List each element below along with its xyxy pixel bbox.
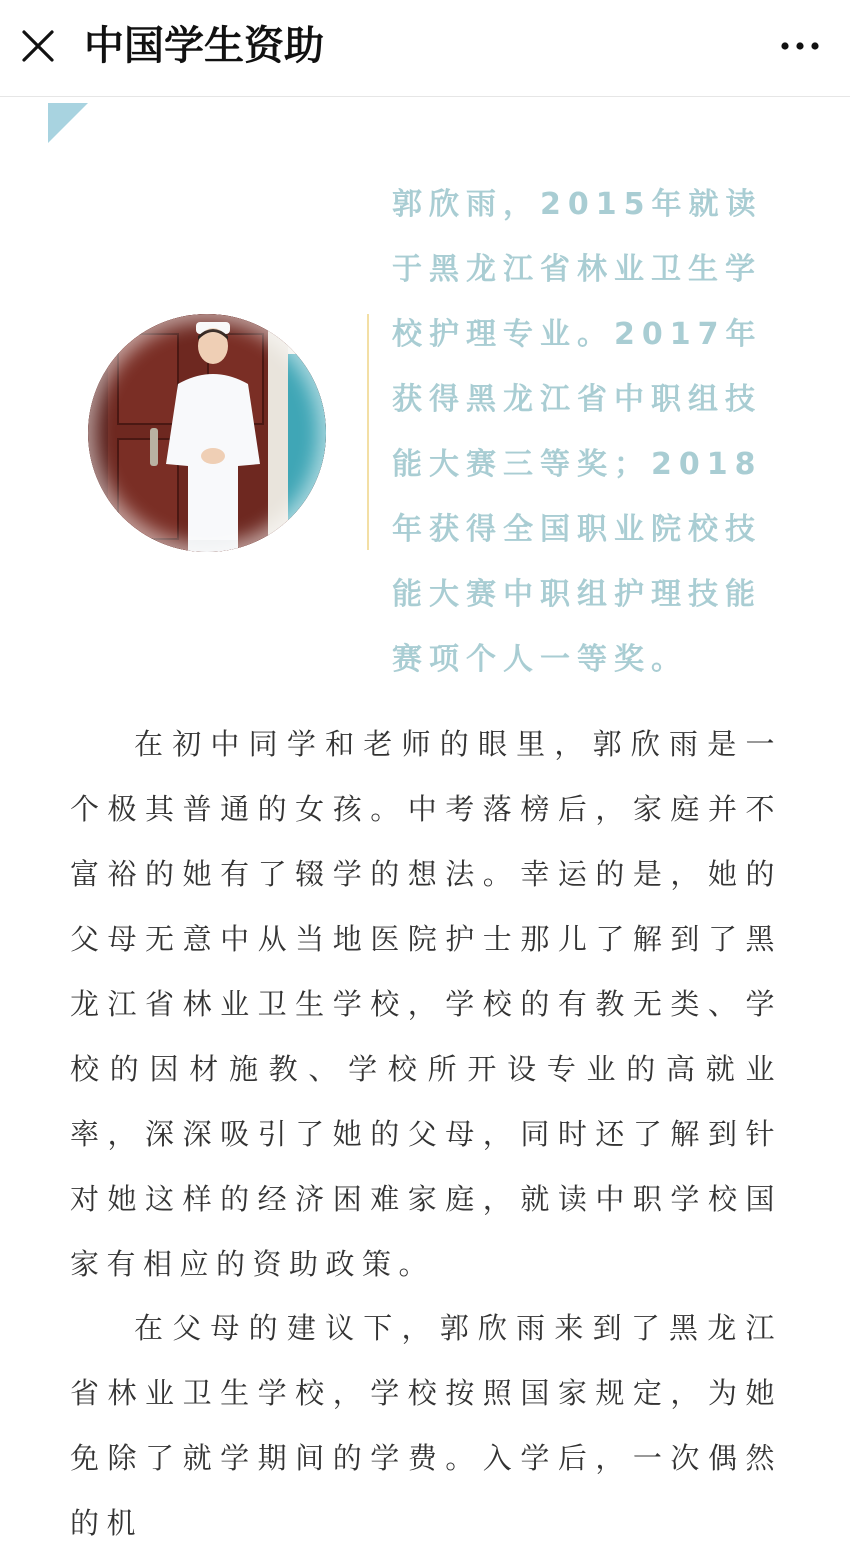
more-button[interactable] bbox=[780, 32, 820, 60]
paragraph-text: 在初中同学和老师的眼里，郭欣雨是一个极其普通的女孩。中考落榜后，家庭并不富裕的她有了辍学的想法。幸运的是，她的父母无意中从当地医院护士那儿了解到了黑龙江省林业卫生学校，学校的有教无类、学校的因材施教、学校所开设专业的高就业率，深深吸引了她的父母，同时还了解到针对她这样的经济困难家庭，就读中职学校国家有相应的资助政策。 bbox=[70, 727, 782, 1281]
paragraph-text: 在父母的建议下，郭欣雨来到了黑龙江省林业卫生学校，学校按照国家规定，为她免除了就学期间的学费。入学后，一次偶然的机 bbox=[70, 1311, 782, 1540]
page-title: 中国学生资助 bbox=[84, 23, 324, 69]
profile-intro: 郭欣雨，2015年就读于黑龙江省林业卫生学校护理专业。2017年获得黑龙江省中职组技能大赛三等奖；2018年获得全国职业院校技能大赛中职组护理技能赛项个人一等奖。 bbox=[392, 187, 763, 677]
more-dots-icon bbox=[780, 32, 820, 60]
article-paragraph-2 bbox=[70, 1296, 782, 1556]
close-icon bbox=[18, 26, 58, 66]
top-bar bbox=[0, 0, 850, 97]
corner-triangle-decoration bbox=[48, 103, 88, 143]
portrait-photo bbox=[88, 314, 326, 552]
photo-vignette bbox=[88, 314, 326, 552]
close-button[interactable] bbox=[18, 26, 58, 66]
vertical-divider bbox=[367, 314, 369, 550]
article-paragraph-1 bbox=[70, 712, 782, 1297]
